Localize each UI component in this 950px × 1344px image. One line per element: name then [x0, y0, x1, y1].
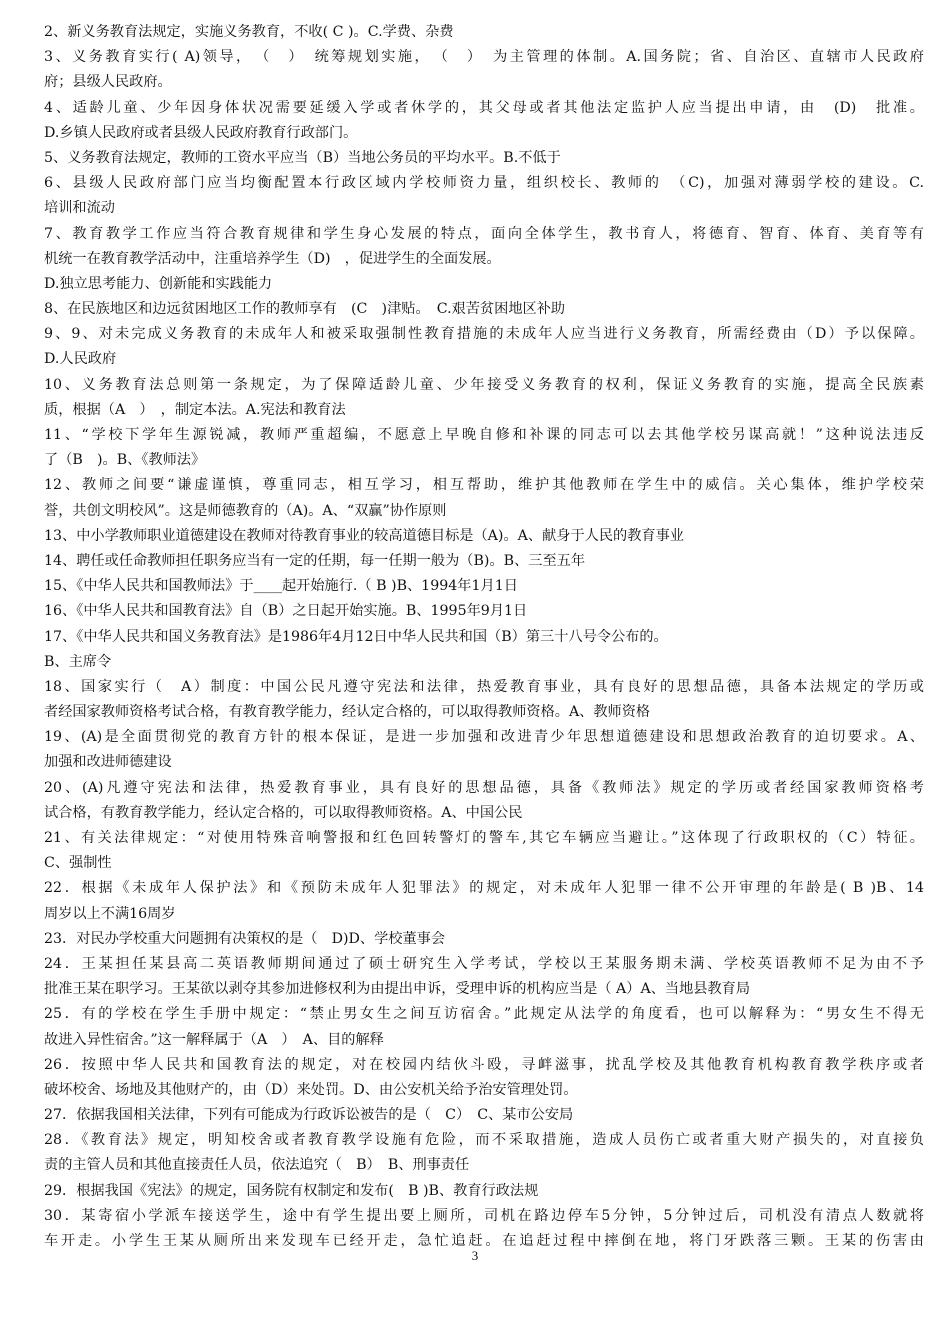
text-line: 责的主管人员和其他直接责任人员，依法追究（ B） B、刑事责任 [44, 1157, 470, 1174]
text-line: 24．王某担任某县高二英语教师期间通过了硕士研究生入学考试，学校以王某服务期未满、学校英语教师不足为由不予 [44, 955, 924, 972]
text-line: C、强制性 [44, 855, 112, 872]
text-line: 16、《中华人民共和国教育法》自（B）之日起开始实施。B、1995年9月1日 [44, 603, 528, 620]
text-line: 11、“学校下学年生源锐减，教师严重超编，不愿意上早晚自修和补课的同志可以去其他学校另谋高就！”这种说法违反 [44, 427, 924, 443]
text-line: 周岁以上不满16周岁 [44, 905, 176, 922]
text-line: B、主席令 [44, 653, 112, 670]
text-line: 3、义务教育实行( A)领导， （ ） 统筹规划实施， （ ） 为主管理的体制。A.国务院；省、自治区、直辖市人民政府 [44, 49, 924, 66]
question-list [44, 20, 924, 1254]
text-line: 23．对民办学校重大问题拥有决策权的是（ D)D、学校董事会 [44, 930, 446, 947]
text-line: 30．某寄宿小学派车接送学生，途中有学生提出要上厕所，司机在路边停车5分钟，5分钟过后，司机没有清点人数就将 [44, 1207, 924, 1224]
text-line: 8、在民族地区和边远贫困地区工作的教师享有 (C )津贴。 C.艰苦贫困地区补助 [44, 301, 566, 318]
text-line: 29．根据我国《宪法》的规定，国务院有权制定和发布( B )B、教育行政法规 [44, 1182, 539, 1199]
text-line: 了（B )。B、《教师法》 [44, 452, 206, 469]
text-line: 6、县级人民政府部门应当均衡配置本行政区域内学校师资力量，组织校长、教师的 （C)，加强对薄弱学校的建设。C. [44, 175, 924, 192]
text-line: 破坏校舍、场地及其他财产的，由（D）来处罚。D、由公安机关给予治安管理处罚。 [44, 1081, 578, 1098]
text-line: 14、聘任或任命教师担任职务应当有一定的任期，每一任期一般为（B)。B、三至五年 [44, 552, 586, 569]
text-line: 9、9、对未完成义务教育的未成年人和被采取强制性教育措施的未成年人应当进行义务教育，所需经费由（D）予以保障。 [44, 326, 924, 343]
text-line: 5、义务教育法规定，教师的工资水平应当（B）当地公务员的平均水平。B.不低于 [44, 149, 561, 166]
text-line: 28．《教育法》规定，明知校舍或者教育教学设施有危险，而不采取措施，造成人员伤亡或者重大财产损失的，对直接负 [44, 1132, 924, 1149]
text-line: 质，根据（A ） ，制定本法。A.宪法和教育法 [44, 401, 346, 418]
text-line: 12、教师之间要“谦虚谨慎，尊重同志，相互学习，相互帮助，维护其他教师在学生中的威信。关心集体，维护学校荣 [44, 477, 924, 494]
text-line: 22．根据《未成年人保护法》和《预防未成年人犯罪法》的规定，对未成年人犯罪一律不公开审理的年龄是( B )B、14 [44, 880, 924, 897]
text-line: 27．依据我国相关法律，下列有可能成为行政诉讼被告的是（ C） C、某市公安局 [44, 1107, 574, 1124]
text-line: D.独立思考能力、创新能和实践能力 [44, 275, 273, 292]
text-line: 2、新义务教育法规定，实施义务教育，不收( C )。C.学费、杂费 [44, 24, 454, 40]
page-number: 3 [471, 1248, 479, 1263]
text-line: 者经国家教师资格考试合格，有教育教学能力，经认定合格的，可以取得教师资格。A、教师资格 [44, 704, 651, 721]
text-line: 18、国家实行（ A）制度：中国公民凡遵守宪法和法律，热爱教育事业，具有良好的思想品德，具备本法规定的学历或 [44, 678, 924, 695]
text-line: 誉，共创文明校风”。这是师德教育的（A)。A、“双赢”协作原则 [44, 502, 447, 519]
text-line: 25．有的学校在学生手册中规定：“禁止男女生之间互访宿舍。”此规定从法学的角度看，也可以解释为：“男女生不得无 [44, 1006, 924, 1023]
text-line: 15、《中华人民共和国教师法》于____起开始施行.（ B )B、1994年1月1日 [44, 578, 518, 595]
text-line: 17、《中华人民共和国义务教育法》是1986年4月12日中华人民共和国（B）第三十八号令公布的。 [44, 628, 668, 645]
text-line: D.乡镇人民政府或者县级人民政府教育行政部门。 [44, 124, 358, 141]
text-line: 故进入异性宿舍。”这一解释属于（A ） A、目的解释 [44, 1031, 384, 1048]
text-line: 批准王某在职学习。王某欲以剥夺其参加进修权利为由提出申诉，受理申诉的机构应当是（ A）A、当地县教育局 [44, 981, 751, 998]
text-line: 10、义务教育法总则第一条规定，为了保障适龄儿童、少年接受义务教育的权利，保证义务教育的实施，提高全民族素 [44, 376, 924, 393]
text-line: 20、(A)凡遵守宪法和法律，热爱教育事业，具有良好的思想品德，具备《教师法》规定的学历或者经国家教师资格考 [44, 779, 924, 796]
text-line: 21、有关法律规定：“对使用特殊音响警报和红色回转警灯的警车,其它车辆应当避让。”这体现了行政职权的（C）特征。 [44, 830, 924, 846]
text-line: 机统一在教育教学活动中，注重培养学生（D) ，促进学生的全面发展。 [44, 250, 501, 267]
text-line: 26．按照中华人民共和国教育法的规定，对在校园内结伙斗殴，寻衅滋事，扰乱学校及其他教育机构教育教学秩序或者 [44, 1056, 924, 1073]
text-line: 19、(A)是全面贯彻党的教育方针的根本保证，是进一步加强和改进青少年思想道德建设和思想政治教育的迫切要求。A、 [44, 729, 924, 746]
text-line: 7、教育教学工作应当符合教育规律和学生身心发展的特点，面向全体学生，教书育人，将德育、智育、体育、美育等有 [44, 225, 924, 242]
text-line: 车开走。小学生王某从厕所出来发现车已经开走，急忙追赶。在追赶过程中摔倒在地，将门牙跌落三颗。王某的伤害由 [44, 1233, 924, 1249]
text-line: 4、适龄儿童、少年因身体状况需要延缓入学或者休学的，其父母或者其他法定监护人应当提出申请，由 (D) 批准。 [44, 99, 924, 116]
text-line: 加强和改进师德建设 [44, 754, 172, 771]
text-line: 试合格，有教育教学能力，经认定合格的，可以取得教师资格。A、中国公民 [44, 804, 523, 821]
text-line: 培训和流动 [44, 200, 115, 217]
text-line: 府；县级人民政府。 [44, 74, 172, 91]
text-line: D.人民政府 [44, 351, 117, 368]
text-line: 13、中小学教师职业道德建设在教师对待教育事业的较高道德目标是（A)。A、献身于人民的教育事业 [44, 527, 684, 544]
